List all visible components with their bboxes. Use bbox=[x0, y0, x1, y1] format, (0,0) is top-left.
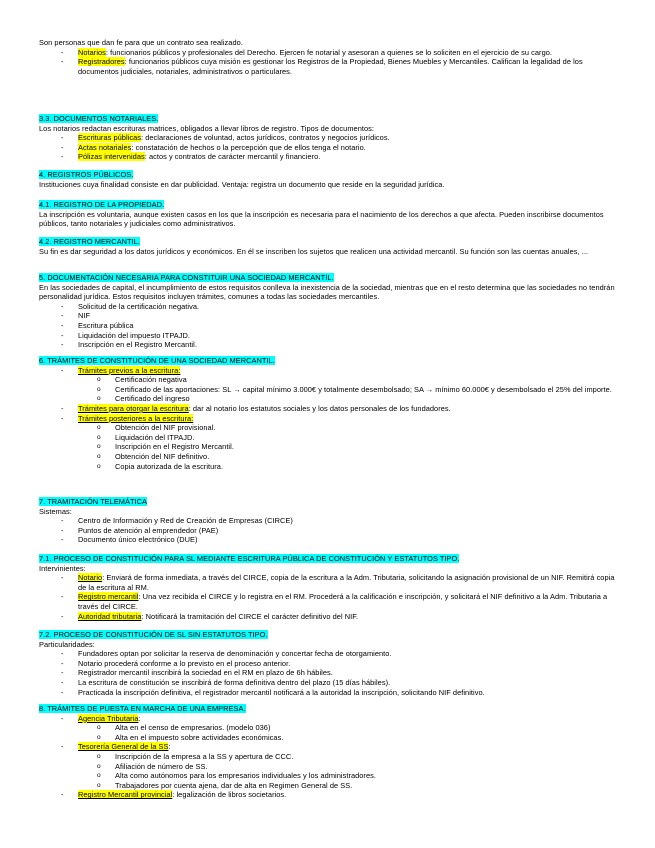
sub-list-item: o Certificado del ingreso bbox=[39, 394, 621, 404]
term: Tesorería General de la SS bbox=[78, 742, 169, 752]
list-item bbox=[39, 48, 621, 58]
section-8 bbox=[39, 704, 621, 800]
section-body: Instituciones cuya finalidad consiste en dar publicidad. Ventaja: registra un documento que reside en la seguridad jurídica. bbox=[39, 179, 445, 189]
list-item: - Centro de Información y Red de Creación de Empresas (CIRCE) bbox=[39, 516, 621, 526]
document-types-list bbox=[39, 133, 621, 162]
list-item bbox=[39, 366, 621, 376]
section-4-2 bbox=[39, 237, 621, 256]
term: Trámites posteriores a la escritura: bbox=[78, 413, 194, 423]
section-heading: 7.2. PROCESO DE CONSTITUCIÓN DE SL SIN ESTATUTOS TIPO. bbox=[39, 630, 268, 639]
sub-list-item: o Copia autorizada de la escritura. bbox=[39, 462, 621, 472]
item-text: : declaraciones de voluntad, actos jurídicos, contratos y negocios jurídicos. bbox=[140, 133, 390, 143]
list-item: - Puntos de atención al emprendedor (PAE) bbox=[39, 526, 621, 536]
sub-list-item: o Liquidación del ITPAJD. bbox=[39, 433, 621, 443]
section-4 bbox=[39, 170, 621, 189]
section-heading: 4. REGISTROS PÚBLICOS. bbox=[39, 170, 134, 179]
list-item bbox=[39, 414, 621, 424]
term-notarios: Notarios bbox=[78, 47, 106, 57]
term: Trámites previos a la escritura: bbox=[78, 365, 181, 375]
list-item bbox=[39, 573, 621, 592]
sub-list-item: o Alta en el impuesto sobre actividades económicas. bbox=[39, 733, 621, 743]
sub-list-item: o Alta en el censo de empresarios. (modelo 036) bbox=[39, 723, 621, 733]
sub-list-item: o Trabajadores por cuenta ajena, dar de alta en Regimen General de SS. bbox=[39, 781, 621, 791]
term: Registro Mercantil provincial bbox=[78, 790, 173, 800]
list-item bbox=[39, 790, 621, 800]
sub-list-item: o Certificación negativa bbox=[39, 375, 621, 385]
term: Agencia Tributaria bbox=[78, 713, 139, 723]
section-heading: 4.1. REGISTRO DE LA PROPIEDAD. bbox=[39, 200, 165, 209]
sub-list-item: o Afiliación de número de SS. bbox=[39, 762, 621, 772]
sub-list-item: o Certificado de las aportaciones: SL → capital mínimo 3.000€ y totalmente desembolsado; SA → mínimo 60.000€ y desembolsado el 25% del importe. bbox=[39, 385, 621, 395]
item-text: : legalización de libros societarios. bbox=[172, 790, 287, 800]
section-intro: Intervinientes: bbox=[39, 563, 86, 573]
sub-list-item: o Obtención del NIF definitivo. bbox=[39, 452, 621, 462]
section-7 bbox=[39, 497, 621, 545]
term: Pólizas intervenidas bbox=[78, 152, 145, 162]
sub-list-item: o Inscripción en el Registro Mercantil. bbox=[39, 442, 621, 452]
term-registradores: Registradores bbox=[78, 57, 125, 67]
section-heading: 6. TRÁMITES DE CONSTITUCIÓN DE UNA SOCIEDAD MERCANTIL. bbox=[39, 356, 275, 365]
term: Trámites para otorgar la escritura bbox=[78, 403, 189, 413]
section-7-1 bbox=[39, 554, 621, 621]
list-item bbox=[39, 404, 621, 414]
term: Escrituras públicas bbox=[78, 133, 141, 143]
intro-block bbox=[39, 38, 621, 76]
sub-list-item: o Inscripción de la empresa a la SS y apertura de CCC. bbox=[39, 752, 621, 762]
item-text: : Notificará la tramitación del CIRCE el carácter definitivo del NIF. bbox=[141, 611, 359, 621]
systems-list bbox=[39, 516, 621, 545]
colon: : bbox=[168, 742, 171, 752]
sub-list-item: o Obtención del NIF provisional. bbox=[39, 423, 621, 433]
section-intro: Particularidades: bbox=[39, 639, 95, 649]
item-text: : dar al notario los estatutos sociales y los datos personales de los fundadores. bbox=[188, 403, 451, 413]
list-item bbox=[39, 592, 621, 611]
colon: : bbox=[138, 713, 141, 723]
section-intro: Los notarios redactan escrituras matrices, obligados a llevar libros de registro. Tipos de documentos: bbox=[39, 123, 374, 133]
list-item: - NIF bbox=[39, 311, 621, 321]
list-item bbox=[39, 714, 621, 724]
section-7-2 bbox=[39, 630, 621, 697]
section-body: La inscripción es voluntaria, aunque existen casos en los que la inscripción es necesaria para el nacimiento de los derechos a que afecta. Pueden inscribirse documentos públicos, tanto notariales y judiciales como administrativos. bbox=[39, 209, 604, 229]
section-heading: 5. DOCUMENTACIÓN NECESARIA PARA CONSTITUIR UNA SOCIEDAD MERCANTIL. bbox=[39, 273, 334, 282]
list-item bbox=[39, 742, 621, 752]
list-item: - Registrador mercantil inscribirá la sociedad en el RM en plazo de 6h hábiles. bbox=[39, 668, 621, 678]
term: Actas notariales bbox=[78, 142, 132, 152]
term: Autoridad tributaria bbox=[78, 611, 142, 621]
particularities-list bbox=[39, 649, 621, 697]
term: Notario bbox=[78, 573, 103, 583]
item-text: : constatación de hechos o la percepción que de ellos tenga el notario. bbox=[131, 142, 366, 152]
section-heading: 8. TRÁMITES DE PUESTA EN MARCHA DE UNA EMPRESA. bbox=[39, 704, 246, 713]
section-5 bbox=[39, 273, 621, 350]
section-body: En las sociedades de capital, el incumplimiento de estos requisitos conlleva la inexistencia de la sociedad, mientras que en el resto determina que las sociedades no tendrán personalidad jurídica. Estos requisitos incluyen trámites, comunes a todas las sociedades mercantiles. bbox=[39, 282, 615, 302]
startup-procedures-list bbox=[39, 714, 621, 800]
intro-list bbox=[39, 48, 621, 77]
list-item: - Practicada la inscripción definitiva, el registrador mercantil notificará a la autoridad la inscripción, solicitando NIF definitivo. bbox=[39, 688, 621, 698]
section-6 bbox=[39, 356, 621, 471]
item-text: : actos y contratos de carácter mercantil y financiero. bbox=[144, 152, 321, 162]
list-item: - Fundadores optan por solicitar la reserva de denominación y concertar fecha de otorgamiento. bbox=[39, 649, 621, 659]
list-item: - Documento único electrónico (DUE) bbox=[39, 535, 621, 545]
section-heading: 4.2. REGISTRO MERCANTIL. bbox=[39, 237, 140, 246]
procedures-list bbox=[39, 366, 621, 472]
section-4-1 bbox=[39, 200, 621, 229]
item-text: : Una vez recibida el CIRCE y lo registra en el RM. Procederá a la calificación e inscripción, y solicitará el NIF definitivo a la Adm. Tributaria a través del CIRCE. bbox=[78, 592, 608, 611]
participants-list bbox=[39, 573, 621, 621]
section-3-3 bbox=[39, 114, 621, 162]
list-item: - Liquidación del impuesto ITPAJD. bbox=[39, 331, 621, 341]
list-item bbox=[39, 152, 621, 162]
section-body: Su fin es dar seguridad a los datos jurídicos y económicos. En él se inscriben los sujetos que realicen una actividad mercantil. Su función son las cuentas anuales, ... bbox=[39, 246, 589, 256]
section-intro: Sistemas: bbox=[39, 506, 72, 516]
list-item bbox=[39, 133, 621, 143]
list-item bbox=[39, 143, 621, 153]
list-item: - Escritura pública bbox=[39, 321, 621, 331]
list-item: - Solicitud de la certificación negativa. bbox=[39, 302, 621, 312]
section-heading: 7.1. PROCESO DE CONSTITUCIÓN PARA SL MEDIANTE ESCRITURA PÚBLICA DE CONSTITUCIÓN Y ESTATUTOS TIPO. bbox=[39, 554, 460, 563]
intro-text: Son personas que dan fe para que un contrato sea realizado. bbox=[39, 38, 243, 47]
term: Registro mercantil bbox=[78, 592, 139, 602]
item-text: : Enviará de forma inmediata, a través del CIRCE, copia de la escritura a la Adm. Tributaria, solicitando la asignación provisional de un NIF. Remitirá copia de la escritura al RM. bbox=[78, 573, 615, 592]
list-item: - Inscripción en el Registro Mercantil. bbox=[39, 340, 621, 350]
sub-list-item: o Alta como autónomos para los empresarios individuales y los administradores. bbox=[39, 771, 621, 781]
section-heading: 7. TRAMITACIÓN TELEMÁTICA bbox=[39, 497, 148, 506]
list-item bbox=[39, 612, 621, 622]
requirements-list bbox=[39, 302, 621, 350]
list-item: - La escritura de constitución se inscribirá de forma definitiva dentro del plazo (15 días hábiles). bbox=[39, 678, 621, 688]
list-item: - Notario procederá conforme a lo previsto en el proceso anterior. bbox=[39, 659, 621, 669]
item-text: : funcionarios públicos cuya misión es gestionar los Registros de la Propiedad, Bienes Muebles y Mercantiles. Califican la legalidad de los documentos judiciales, notariales, administrativos o particulares. bbox=[78, 57, 583, 76]
list-item bbox=[39, 57, 621, 76]
section-heading: 3.3. DOCUMENTOS NOTARIALES. bbox=[39, 114, 159, 123]
item-text: : funcionarios públicos y profesionales del Derecho. Ejercen fe notarial y asesoran a quienes se lo soliciten en el ejercicio de su cargo. bbox=[105, 47, 552, 57]
